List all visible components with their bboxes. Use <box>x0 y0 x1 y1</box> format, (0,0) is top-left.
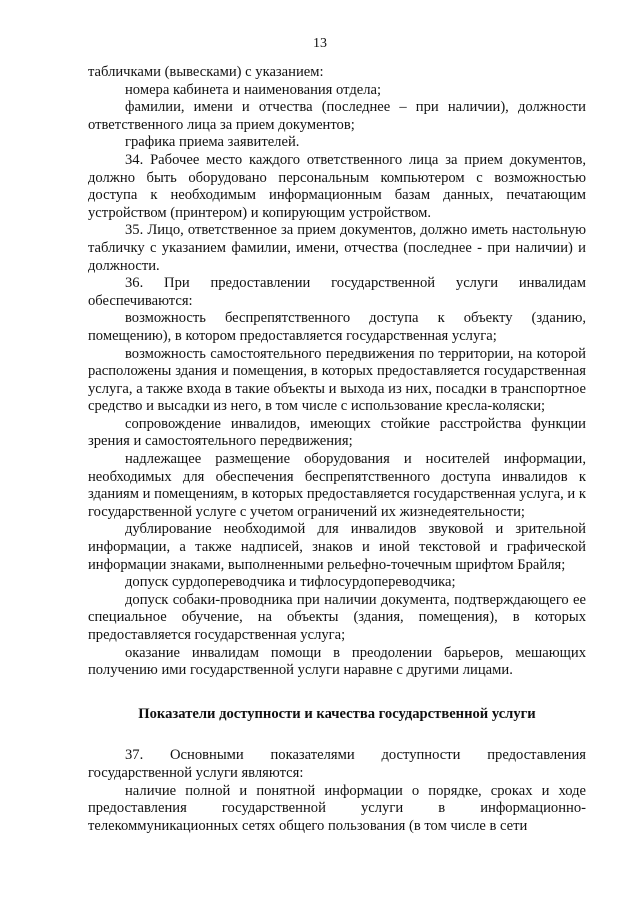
section-heading: Показатели доступности и качества государственной услуги <box>138 705 536 722</box>
paragraph: фамилии, имени и отчества (последнее – при наличии), должности ответственного лица за прием документов; <box>88 99 586 133</box>
paragraphs-after <box>88 747 586 835</box>
page-number: 13 <box>313 36 327 51</box>
paragraph: дублирование необходимой для инвалидов звуковой и зрительной информации, а также надписей, знаков и иной текстовой и графической информации знаками, выполненными рельефно-точечным шрифтом Брайля; <box>88 521 586 573</box>
paragraph: допуск собаки-проводника при наличии документа, подтверждающего ее специальное обучение, на объекты (здания, помещения), в которых предоставляется государственная услуга; <box>88 591 586 643</box>
paragraph: 36. При предоставлении государственной услуги инвалидам обеспечиваются: <box>88 275 586 309</box>
paragraph: допуск сурдопереводчика и тифлосурдопереводчика; <box>125 574 456 591</box>
paragraph: табличками (вывесками) с указанием: <box>88 64 324 80</box>
paragraph: сопровождение инвалидов, имеющих стойкие расстройства функции зрения и самостоятельного передвижения; <box>88 415 586 450</box>
paragraph: наличие полной и понятной информации о порядке, сроках и ходе предоставления государственной услуги в информационно-телекоммуникационных сетях общего пользования (в том числе в сети <box>88 782 586 834</box>
paragraph: графика приема заявителей. <box>125 134 300 151</box>
paragraph: оказание инвалидам помощи в преодолении барьеров, мешающих получению ими государственной услуги наравне с другими лицами. <box>88 644 586 679</box>
paragraph: 34. Рабочее место каждого ответственного лица за прием документов, должно быть оборудовано персональным компьютером с возможностью доступа к необходимым информационным базам данных, печатающим устройством (принтером) и копирующим устройством. <box>88 151 586 221</box>
paragraph: возможность самостоятельного передвижения по территории, на которой расположены здания и помещения, в которых предоставляется государственная услуга, а также входа в такие объекты и выхода из них, посадки в транспортное средство и высадки из него, в том числе с использование кресла-коляски; <box>88 345 586 415</box>
paragraph: 35. Лицо, ответственное за прием документов, должно иметь настольную табличку с указанием фамилии, имени, отчества (последнее - при наличии) и должности. <box>88 222 586 274</box>
paragraphs-before <box>88 64 586 680</box>
paragraph: номера кабинета и наименования отдела; <box>125 81 382 98</box>
document-body <box>88 64 586 835</box>
paragraph: 37. Основными показателями доступности предоставления государственной услуги являются: <box>88 747 586 781</box>
paragraph: надлежащее размещение оборудования и носителей информации, необходимых для обеспечения беспрепятственного доступа инвалидов к зданиям и помещениям, в которых предоставляется государственная услуга, и к государственной услуге с учетом ограничений их жизнедеятельности; <box>88 451 586 520</box>
paragraph: возможность беспрепятственного доступа к объекту (зданию, помещению), в котором предоставляется государственная услуга; <box>88 310 586 344</box>
